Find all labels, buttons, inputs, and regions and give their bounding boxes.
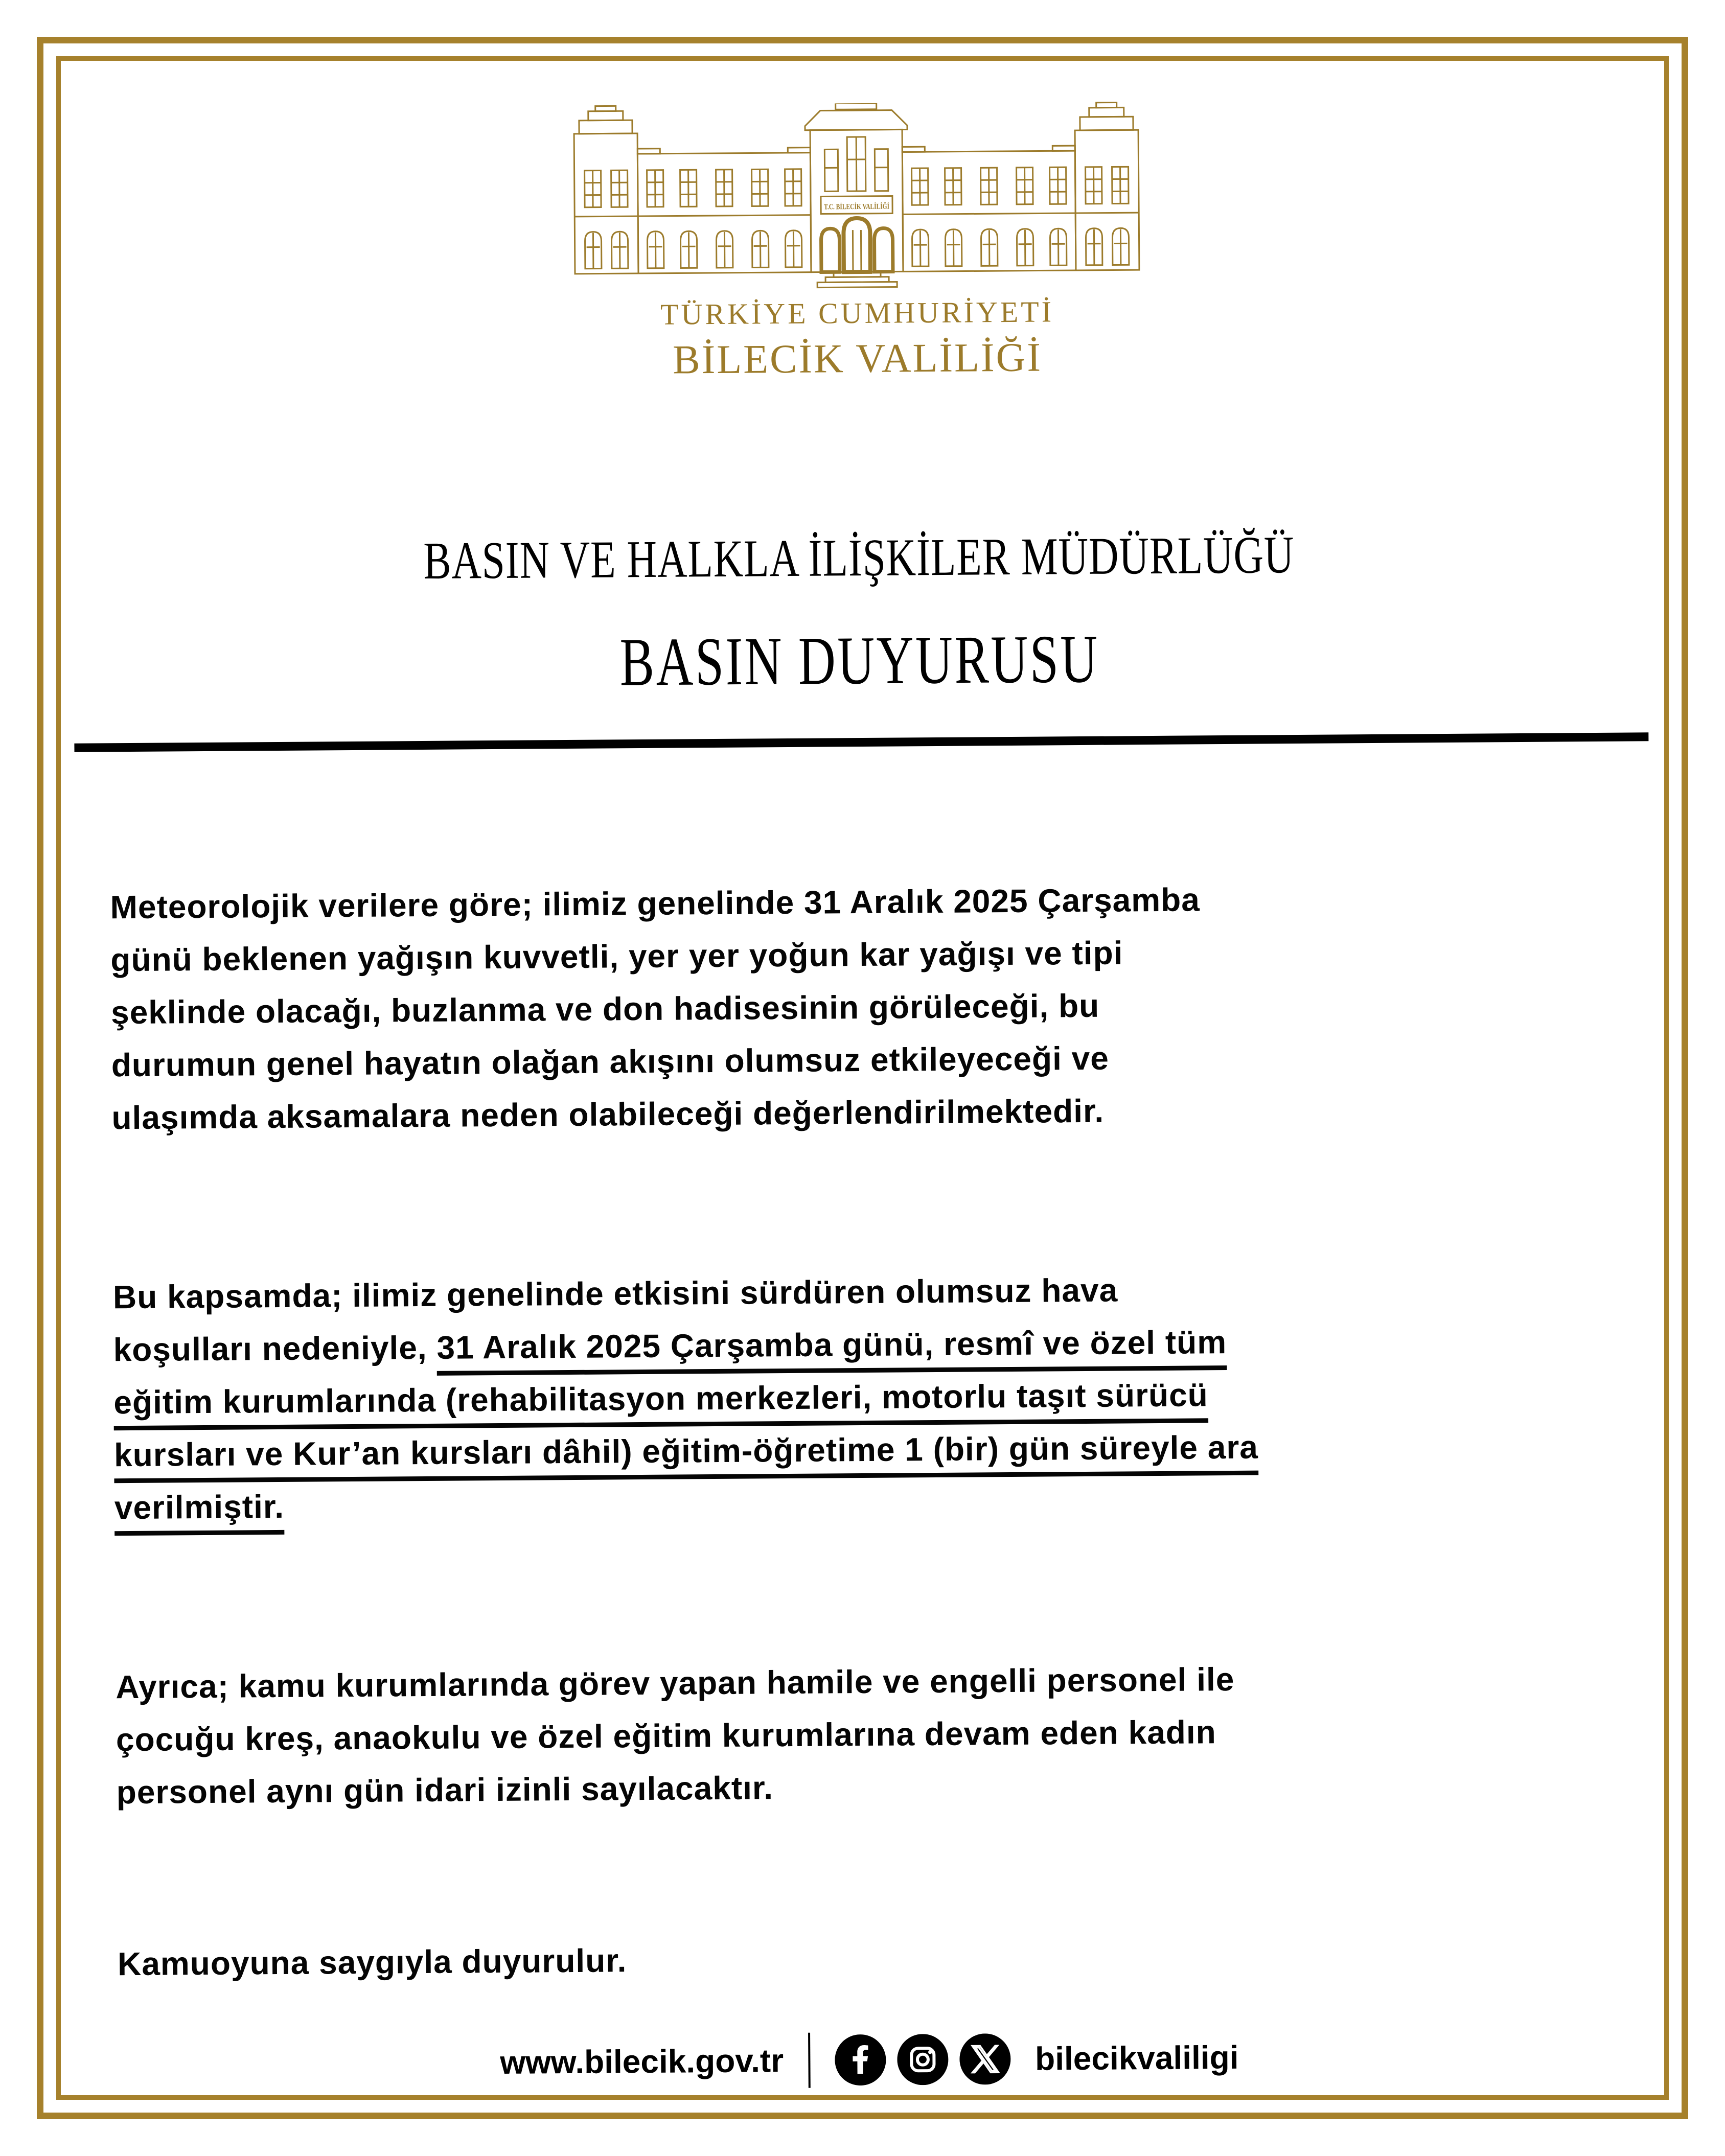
building-sign-text: T.C. BİLECİK VALİLİĞİ	[823, 202, 910, 212]
governorship-logo-block	[60, 98, 1654, 388]
paragraph-admin-leave: Ayrıca; kamu kurumlarında görev yapan hamile ve engelli personel ile çocuğu kreş, anaokulu ve özel eğitim kurumlarına devam eden kadın personel aynı gün idari izinli sayılacaktır.	[116, 1660, 1235, 1811]
footer-divider-bar	[808, 2033, 811, 2088]
instagram-icon[interactable]	[897, 2034, 949, 2085]
announcement-page	[59, 61, 1666, 2095]
x-icon[interactable]	[959, 2033, 1011, 2085]
paragraph-closing: Kamuoyuna saygıyla duyurulur.	[117, 1942, 627, 1983]
paragraph-school-closure-underlined: 31 Aralık 2025 Çarşamba günü, resmî ve özel tüm eğitim kurumlarında (rehabilitasyon merkezleri, motorlu taşıt sürücü kursları ve Kur’an kursları dâhil) eğitim-öğretime 1 (bir) gün süreyle ara verilmiştir.	[113, 1324, 1259, 1526]
org-name-line2: BİLECİK VALİLİĞİ	[673, 335, 1043, 383]
paragraph-school-closure-lead: Bu kapsamda; ilimiz genelinde etkisini sürdüren olumsuz hava koşulları nedeniyle,	[112, 1271, 1118, 1369]
social-handle: bilecikvaliligi	[1034, 2038, 1239, 2077]
footer	[73, 2027, 1666, 2093]
horizontal-divider	[74, 732, 1648, 752]
department-heading: BASIN VE HALKLA İLİŞKİLER MÜDÜRLÜĞÜ	[423, 526, 1295, 591]
press-release-title: BASIN DUYURUSU	[619, 621, 1100, 701]
org-name-line1: TÜRKİYE CUMHURİYETİ	[660, 295, 1054, 331]
paragraph-school-closure	[113, 1261, 1619, 1535]
website-link[interactable]: www.bilecik.gov.tr	[500, 2042, 784, 2081]
announcement-body	[110, 818, 1622, 2043]
social-icons	[835, 2033, 1011, 2085]
governorship-building-logo	[564, 101, 1148, 292]
paragraph-weather-assessment: Meteorolojik verilere göre; ilimiz genelinde 31 Aralık 2025 Çarşamba günü beklenen yağışın kuvvetli, yer yer yoğun kar yağışı ve tipi şeklinde olacağı, buzlanma ve don hadisesinin görüleceği, bu durumun genel hayatın olağan akışını olumsuz etkileyeceği ve ulaşımda aksamalara neden olabileceği değerlendirilmektedir.	[110, 881, 1201, 1137]
facebook-icon[interactable]	[835, 2034, 886, 2086]
